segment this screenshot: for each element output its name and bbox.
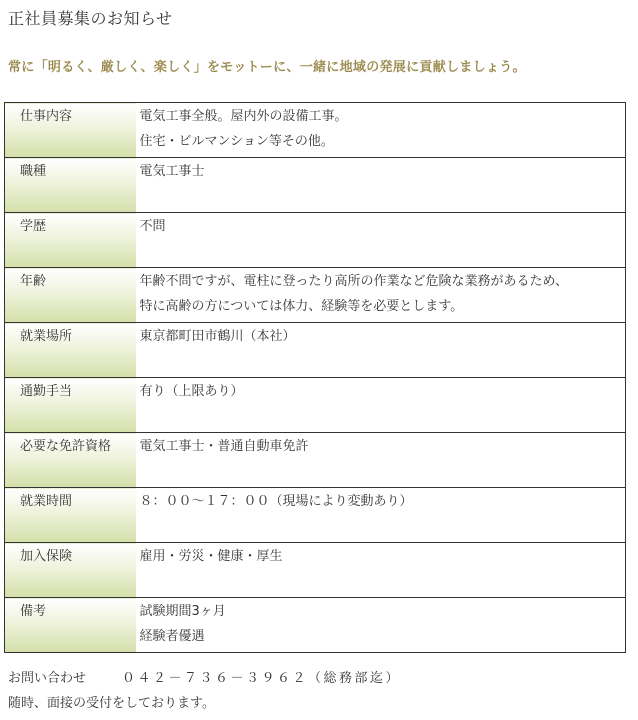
row-value: [136, 268, 626, 323]
row-value-line: 雇用・労災・健康・厚生: [139, 549, 283, 564]
table-row: [5, 323, 626, 378]
row-value-line: 電気工事全般。屋内外の設備工事。: [139, 109, 348, 124]
row-value: [136, 378, 626, 433]
row-value-line: 年齢不問ですが、電柱に登ったり高所の作業など危険な業務があるため、: [139, 274, 568, 289]
row-value-line: 不問: [139, 219, 166, 234]
row-label: 就業時間: [5, 488, 136, 543]
row-label: 就業場所: [5, 323, 136, 378]
row-value: [136, 598, 626, 653]
contact-label: お問い合わせ: [8, 671, 87, 686]
contact-line: [8, 667, 401, 686]
row-value: [136, 213, 626, 268]
table-row: [5, 103, 626, 158]
row-value-line: 東京都町田市鶴川（本社）: [139, 329, 296, 344]
tagline: 常に「明るく、厳しく、楽しく」をモットーに、一緒に地域の発展に貢献しましょう。: [8, 60, 526, 75]
row-value-line: 電気工事士: [139, 164, 205, 179]
row-value: [136, 543, 626, 598]
table-row: [5, 158, 626, 213]
row-value: [136, 103, 626, 158]
row-value-line: ８：００～１７：００（現場により変動あり）: [139, 494, 413, 509]
row-label: 職種: [5, 158, 136, 213]
row-label: 年齢: [5, 268, 136, 323]
row-label: 仕事内容: [5, 103, 136, 158]
row-value-line: 経験者優遇: [139, 629, 205, 644]
table-row: [5, 378, 626, 433]
row-label: 必要な免許資格: [5, 433, 136, 488]
table-row: [5, 213, 626, 268]
table-row: [5, 598, 626, 653]
table-row: [5, 268, 626, 323]
table-row: [5, 433, 626, 488]
row-label: 加入保険: [5, 543, 136, 598]
job-details-table: [4, 102, 626, 653]
row-value: [136, 433, 626, 488]
row-value-line: 電気工事士・普通自動車免許: [139, 439, 309, 454]
row-value: [136, 323, 626, 378]
row-label: 通勤手当: [5, 378, 136, 433]
row-value-line: 試験期間3ヶ月: [139, 604, 226, 619]
table-row: [5, 543, 626, 598]
row-value-line: 特に高齢の方については体力、経験等を必要とします。: [139, 299, 464, 314]
row-value: [136, 488, 626, 543]
row-label: 学歴: [5, 213, 136, 268]
interview-note: 随時、面接の受付をしております。: [8, 696, 215, 711]
row-value-line: 住宅・ビルマンション等その他。: [139, 134, 334, 149]
row-label: 備考: [5, 598, 136, 653]
page-title: 正社員募集のお知らせ: [8, 9, 173, 28]
contact-phone[interactable]: ０４２－７３６－３９６２（総務部迄）: [122, 671, 402, 686]
row-value-line: 有り（上限あり）: [139, 384, 244, 399]
table-row: [5, 488, 626, 543]
job-details-table-body: [5, 103, 626, 653]
row-value: [136, 158, 626, 213]
